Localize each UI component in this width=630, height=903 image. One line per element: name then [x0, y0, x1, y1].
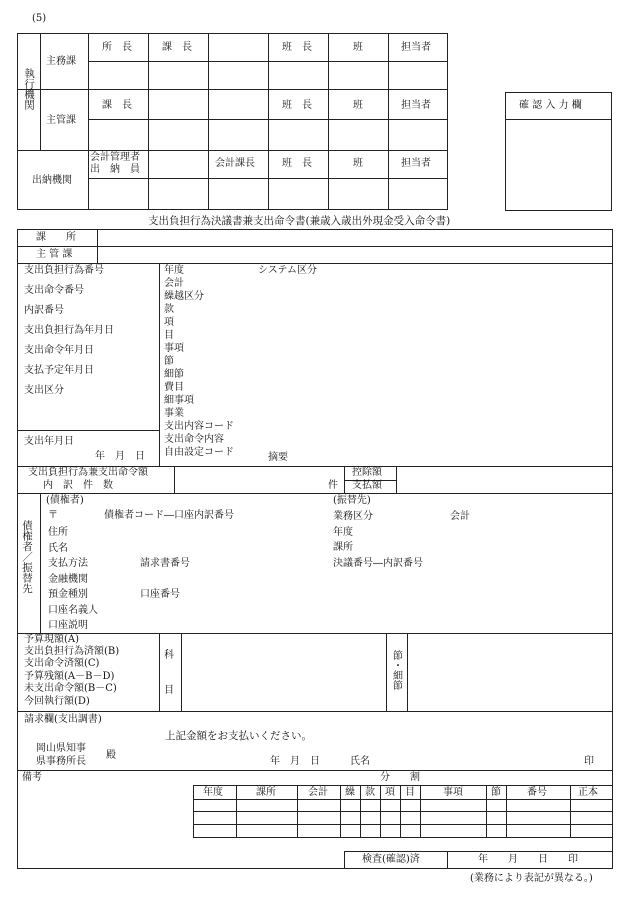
koza-bango-label: 口座番号: [140, 589, 180, 600]
left-field: 支出命令年月日: [24, 345, 94, 356]
tantousha-label-3: 担当者: [401, 158, 431, 169]
approval-table: [17, 33, 448, 210]
shiharaigaku-label: 支払額: [352, 480, 382, 491]
saikensha-field: 預金種別: [48, 589, 88, 600]
middle-field: 款: [164, 304, 174, 315]
saikensha-header: (債権者): [46, 495, 84, 506]
tantousha-label-2: 担当者: [401, 100, 431, 111]
saikensha-field: 氏名: [48, 543, 68, 554]
seikyu-message: 上記金額をお支払いください。: [165, 730, 312, 742]
uchiwake-line2: 内 訳 件 数: [43, 480, 113, 491]
bunkatsu-col-nendo: 年度: [203, 787, 223, 798]
kasho-label: 課 所: [36, 232, 76, 243]
confirm-input-label: 確 認 入 力 欄: [519, 100, 582, 111]
shumu-ka-label: 主務課: [46, 56, 76, 67]
middle-field: 支出命令内容: [164, 434, 224, 445]
ken-label: 件: [328, 480, 338, 491]
footnote: (業務により表記が異なる。): [470, 873, 593, 884]
budget-line: 予算残額(A－B－D): [24, 671, 115, 682]
nendo-label: 年度: [164, 265, 184, 276]
bunkatsu-col-shohon: 正本: [578, 787, 598, 798]
bunkatsu-col-kan: 款: [365, 787, 375, 798]
middle-field: 細事項: [164, 395, 194, 406]
furikaesaki-field: 年度: [333, 527, 353, 538]
left-field: 支出負担行為番号: [24, 265, 104, 276]
furikaesaki-field: 課所: [333, 542, 353, 553]
middle-field: 節: [164, 356, 174, 367]
hancho-label-2: 班 長: [282, 100, 312, 111]
left-field: 内訳番号: [24, 305, 64, 316]
saikensha-vertical-label: 債権者／振替先: [21, 520, 34, 594]
saikensha-field: 住所: [48, 527, 68, 538]
middle-field: 事項: [164, 343, 184, 354]
shukan-ka-row-label: 主 管 課: [36, 249, 73, 260]
furikaesaki-kaikei-label: 会計: [450, 511, 470, 522]
ka-label: 科: [164, 650, 174, 661]
han-label-3: 班: [353, 158, 363, 169]
dono-label: 殿: [106, 750, 116, 761]
biko-label: 備考: [22, 772, 42, 783]
middle-field: 目: [164, 330, 174, 341]
kaikei-kacho-label: 会計課長: [215, 158, 255, 169]
hancho-label-3: 班 長: [282, 158, 312, 169]
budget-line: 支出負担行為済額(B): [24, 646, 120, 657]
han-label: 班: [353, 42, 363, 53]
bunkatsu-label: 分 割: [380, 772, 420, 783]
middle-field: 繰越区分: [164, 291, 204, 302]
seikyu-date: 年 月 日: [270, 756, 320, 767]
suitou-kikan-label: 出納機関: [32, 175, 72, 186]
left-field: 支出区分: [24, 385, 64, 396]
kacho-label-2: 課 長: [102, 100, 132, 111]
bunkatsu-col-bango: 番号: [527, 787, 547, 798]
furikaesaki-field: 決議番号―内訳番号: [333, 558, 423, 569]
shikko-kikan-label: 執行機関: [23, 68, 36, 110]
left-field: 支出負担行為年月日: [24, 325, 114, 336]
setsu-label: 節・細節: [390, 650, 402, 690]
bunkatsu-col-jiko: 事項: [443, 787, 463, 798]
left-field: 支出命令番号: [24, 285, 84, 296]
bunkatsu-col-moku: 目: [405, 787, 415, 798]
tekiyo-label: 摘要: [268, 452, 288, 463]
shukan-ka-label: 主管課: [46, 115, 76, 126]
suitouin-label: 出 納 員: [90, 164, 140, 175]
shocho-label: 所 長: [102, 42, 132, 53]
middle-field: 費目: [164, 382, 184, 393]
middle-field: 自由設定コード: [164, 447, 234, 458]
hancho-label: 班 長: [282, 42, 312, 53]
bunkatsu-col-kuri: 繰: [345, 787, 355, 798]
addressee-1: 岡山県知事: [36, 743, 86, 754]
budget-line: 支出命令済額(C): [24, 658, 100, 669]
middle-field: 会計: [164, 278, 184, 289]
kacho-label: 課 長: [162, 42, 192, 53]
saikensha-field: 口座名義人: [48, 605, 98, 616]
seikyusho-bango-label: 請求書番号: [140, 558, 190, 569]
kensa-date: 年 月 日 印: [478, 854, 578, 865]
kensa-label: 検査(確認)済: [362, 854, 420, 865]
budget-line: 未支出命令額(B－C): [24, 683, 117, 694]
form-title: 支出負担行為決議書兼支出命令書(兼歳入歳出外現金受入命令書): [148, 215, 451, 227]
tantousha-label: 担当者: [401, 42, 431, 53]
section-number: (5): [32, 13, 47, 24]
kojogaku-label: 控除額: [352, 467, 382, 478]
middle-field: 細節: [164, 369, 184, 380]
saikensha-field: 金融機関: [48, 574, 88, 585]
middle-field: 項: [164, 317, 174, 328]
addressee-2: 県事務所長: [36, 756, 86, 767]
system-kubun-label: システム区分: [258, 265, 317, 276]
shimei-label: 氏名: [350, 756, 370, 767]
budget-line: 予算現額(A): [24, 634, 80, 645]
postal-mark: 〒: [48, 510, 58, 521]
bunkatsu-col-ko: 項: [385, 787, 395, 798]
bunkatsu-col-setsu: 節: [491, 787, 501, 798]
budget-line: 今回執行額(D): [24, 696, 90, 707]
middle-field: 事業: [164, 408, 184, 419]
shishutsu-date-placeholder: 年 月 日: [95, 451, 145, 462]
saikensha-field: 口座説明: [48, 620, 88, 631]
in-label: 印: [584, 756, 594, 767]
bunkatsu-col-kaikei: 会計: [308, 787, 328, 798]
uchiwake-line1: 支出負担行為兼支出命令額: [28, 467, 148, 478]
saikensha-code-label: 債権者コード―口座内訳番号: [104, 510, 234, 521]
bunkatsu-col-kasho: 課所: [256, 787, 276, 798]
left-field: 支払予定年月日: [24, 365, 94, 376]
han-label-2: 班: [353, 100, 363, 111]
seikyu-label: 請求欄(支出調書): [24, 714, 102, 725]
moku-label: 目: [164, 685, 174, 696]
middle-field: 支出内容コード: [164, 421, 234, 432]
saikensha-field: 支払方法: [48, 558, 88, 569]
kaikei-kanrisha-label: 会計管理者: [90, 152, 140, 163]
shishutsu-nengappi-label: 支出年月日: [24, 436, 74, 447]
furikaesaki-field: 業務区分: [333, 511, 373, 522]
furikaesaki-header: (振替先): [333, 495, 371, 506]
